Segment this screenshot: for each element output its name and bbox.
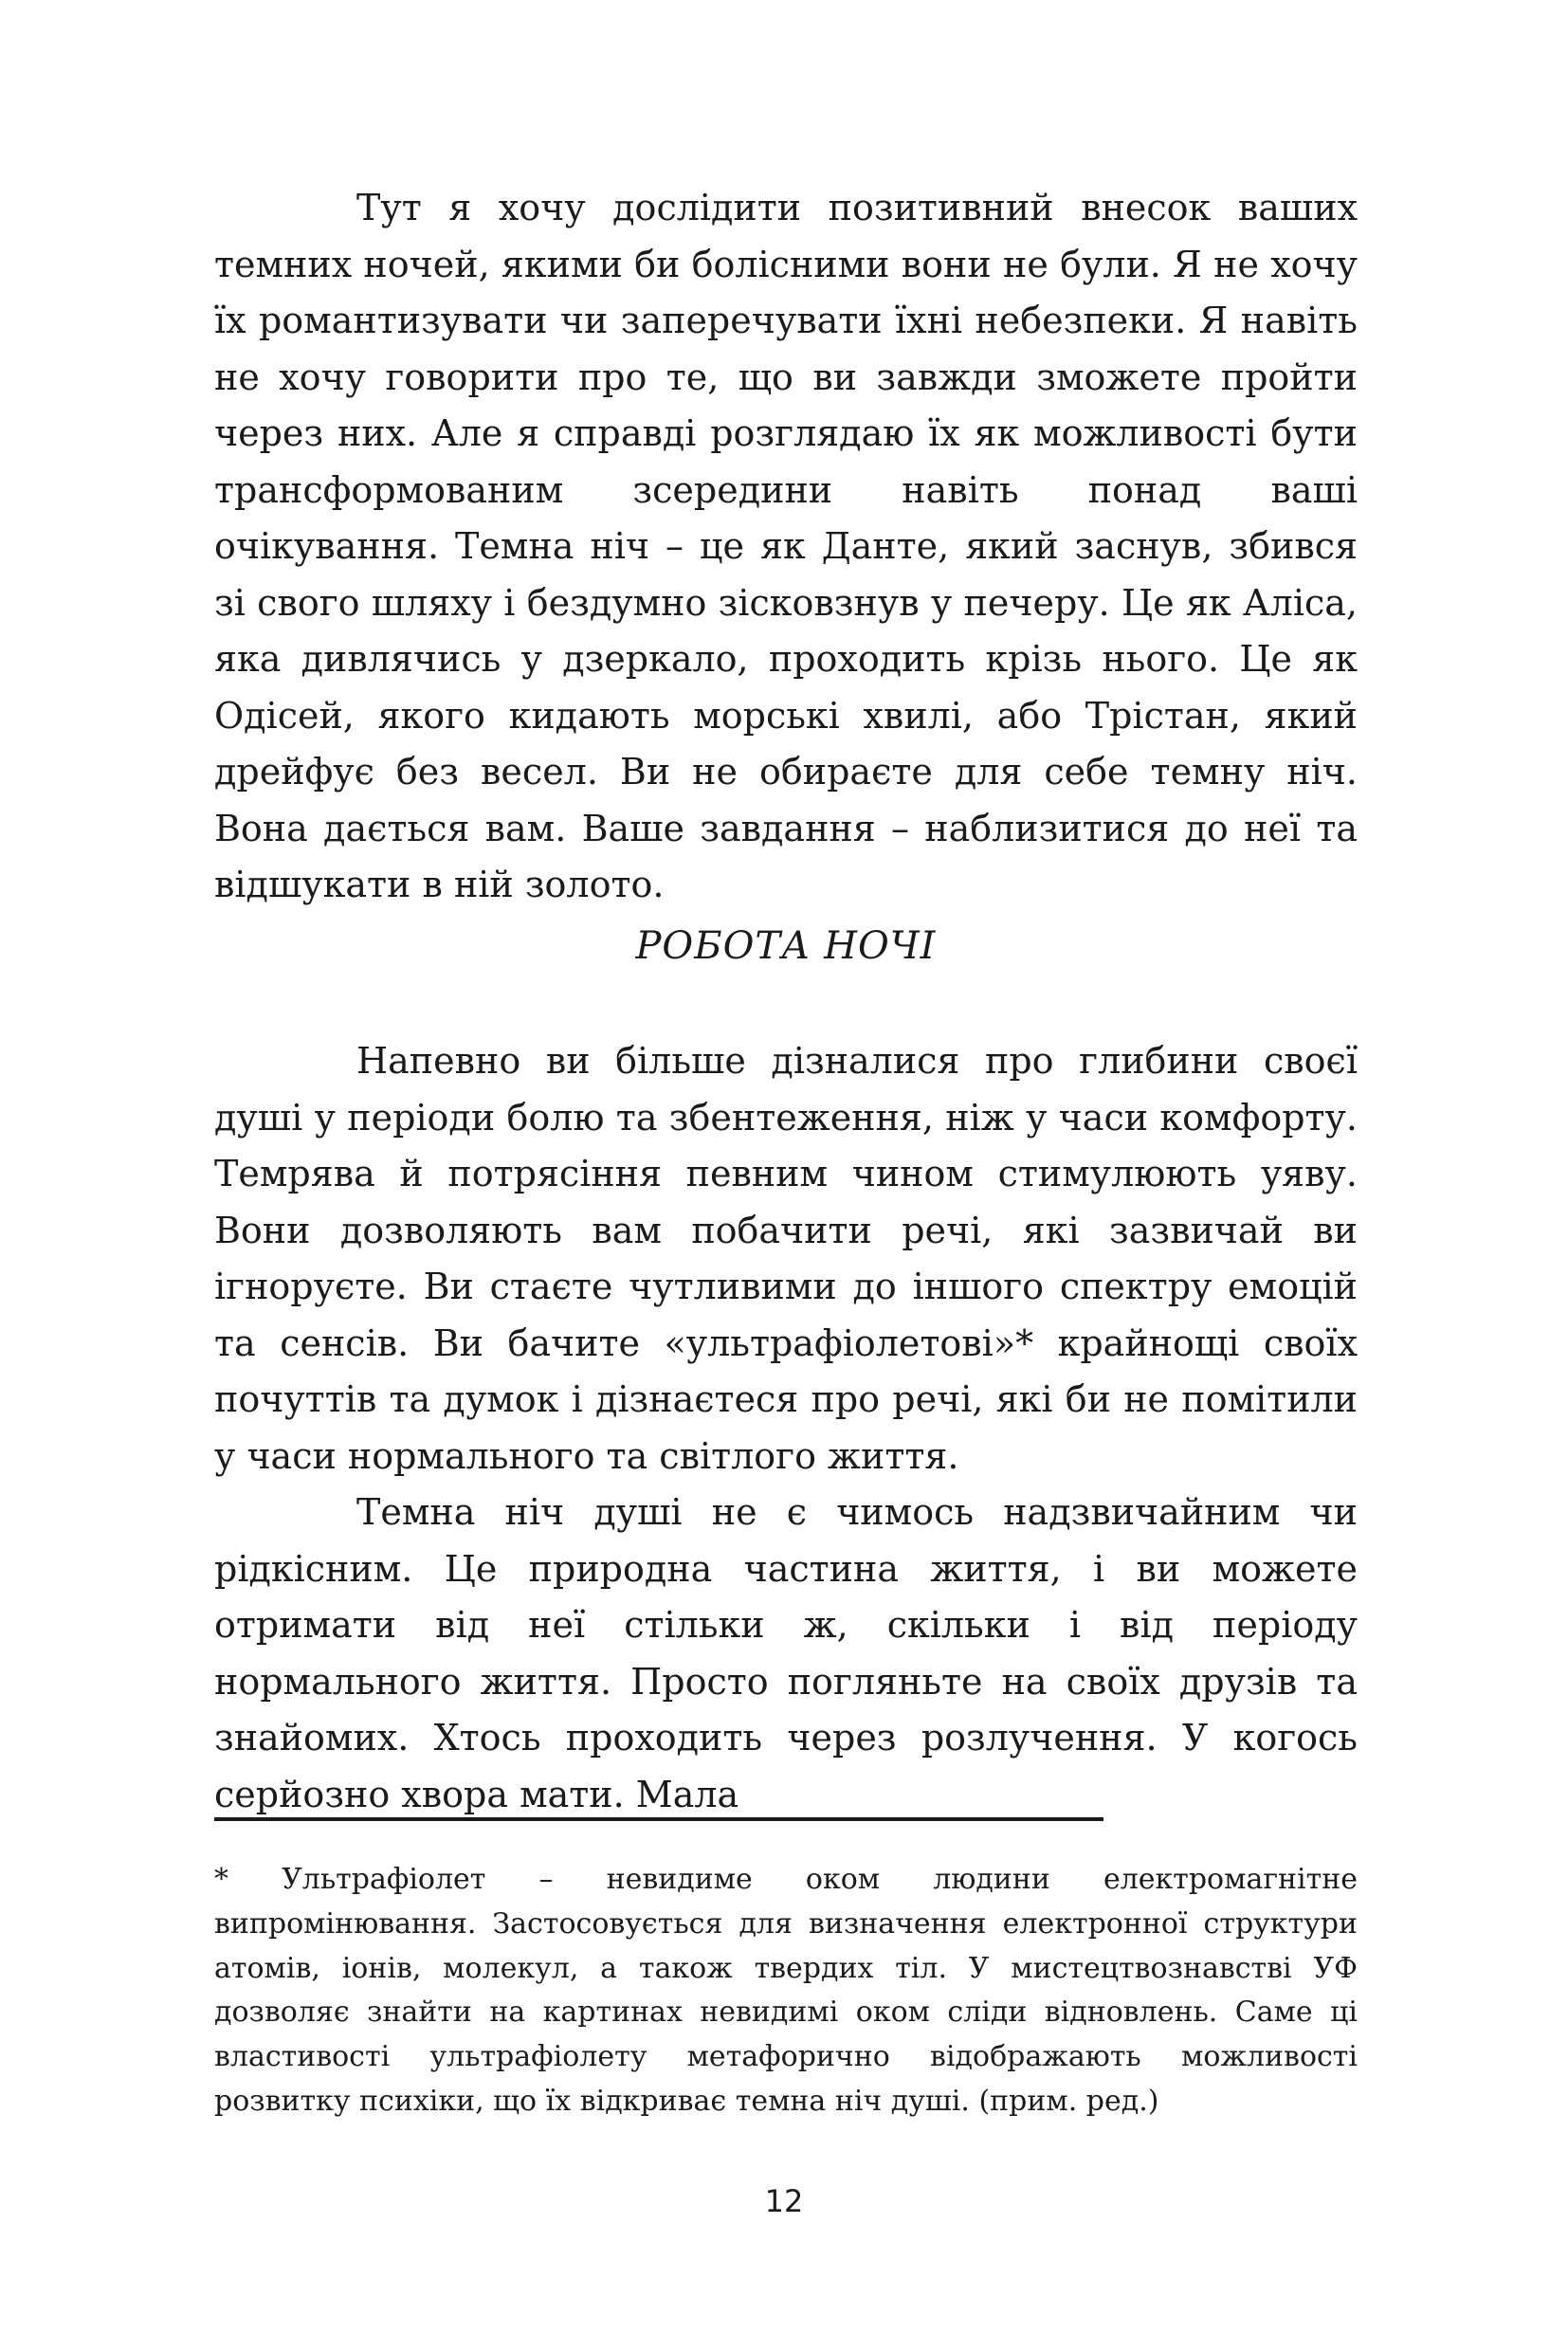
paragraph: Тут я хочу дослідити позитивний внесок ваших темних ночей, якими би болісними вони не були. Я не хочу їх романтизувати чи заперечувати їхні небезпеки. Я навіть не хочу говорити про те, що ви завжди зможете пройти через них. Але я справді розглядаю їх як можливості бути трансформованим зсередини навіть понад ваші очікування. Темна ніч – це як Данте, який заснув, збився зі свого шляху і бездумно зісковзнув у печеру. Це як Аліса, яка дивлячись у дзеркало, проходить крізь нього. Це як Одісей, якого кидають морські хвилі, або Трістан, який дрейфує без весел. Ви не обираєте для себе темну ніч. Вона дається вам. Ваше завдання – наблизитися до неї та відшукати в ній золото. <box>214 187 1358 905</box>
intro-text-block <box>214 180 1358 914</box>
section-text-block <box>214 1033 1358 1823</box>
section-heading: РОБОТА НОЧІ <box>635 924 937 968</box>
footnote: * Ультрафіолет – невидиме оком людини електромагнітне випромінювання. Застосовується для визначення електронної структури атомів, іонів, молекул, а також твердих тіл. У мистецтвознавстві УФ дозволяє знайти на картинах невидимі оком сліди відновлень. Саме ці властивості ультрафіолету метафорично відображають можливості розвитку психіки, що їх відкриває темна ніч душі. (прим. ред.) <box>214 1863 1358 2118</box>
footnote-divider <box>214 1817 1103 1821</box>
paragraph: Темна ніч душі не є чимось надзвичайним чи рідкісним. Це природна частина життя, і ви можете отримати від неї стільки ж, скільки і від періоду нормального життя. Просто погляньте на своїх друзів та знайомих. Хтось проходить через розлучення. У когось серйозно хвора мати. Мала <box>214 1491 1358 1815</box>
page-number: 12 <box>764 2183 804 2219</box>
paragraph: Напевно ви більше дізналися про глибини своєї душі у періоди болю та збентеження, ніж у часи комфорту. Темрява й потрясіння певним чином стимулюють уяву. Вони дозволяють вам побачити речі, які зазвичай ви ігноруєте. Ви стаєте чутливими до іншого спектру емоцій та сенсів. Ви бачите «ультрафіолетові»* крайнощі своїх почуттів та думок і дізнаєтеся про речі, які би не помітили у часи нормального та світлого життя. <box>214 1040 1358 1477</box>
